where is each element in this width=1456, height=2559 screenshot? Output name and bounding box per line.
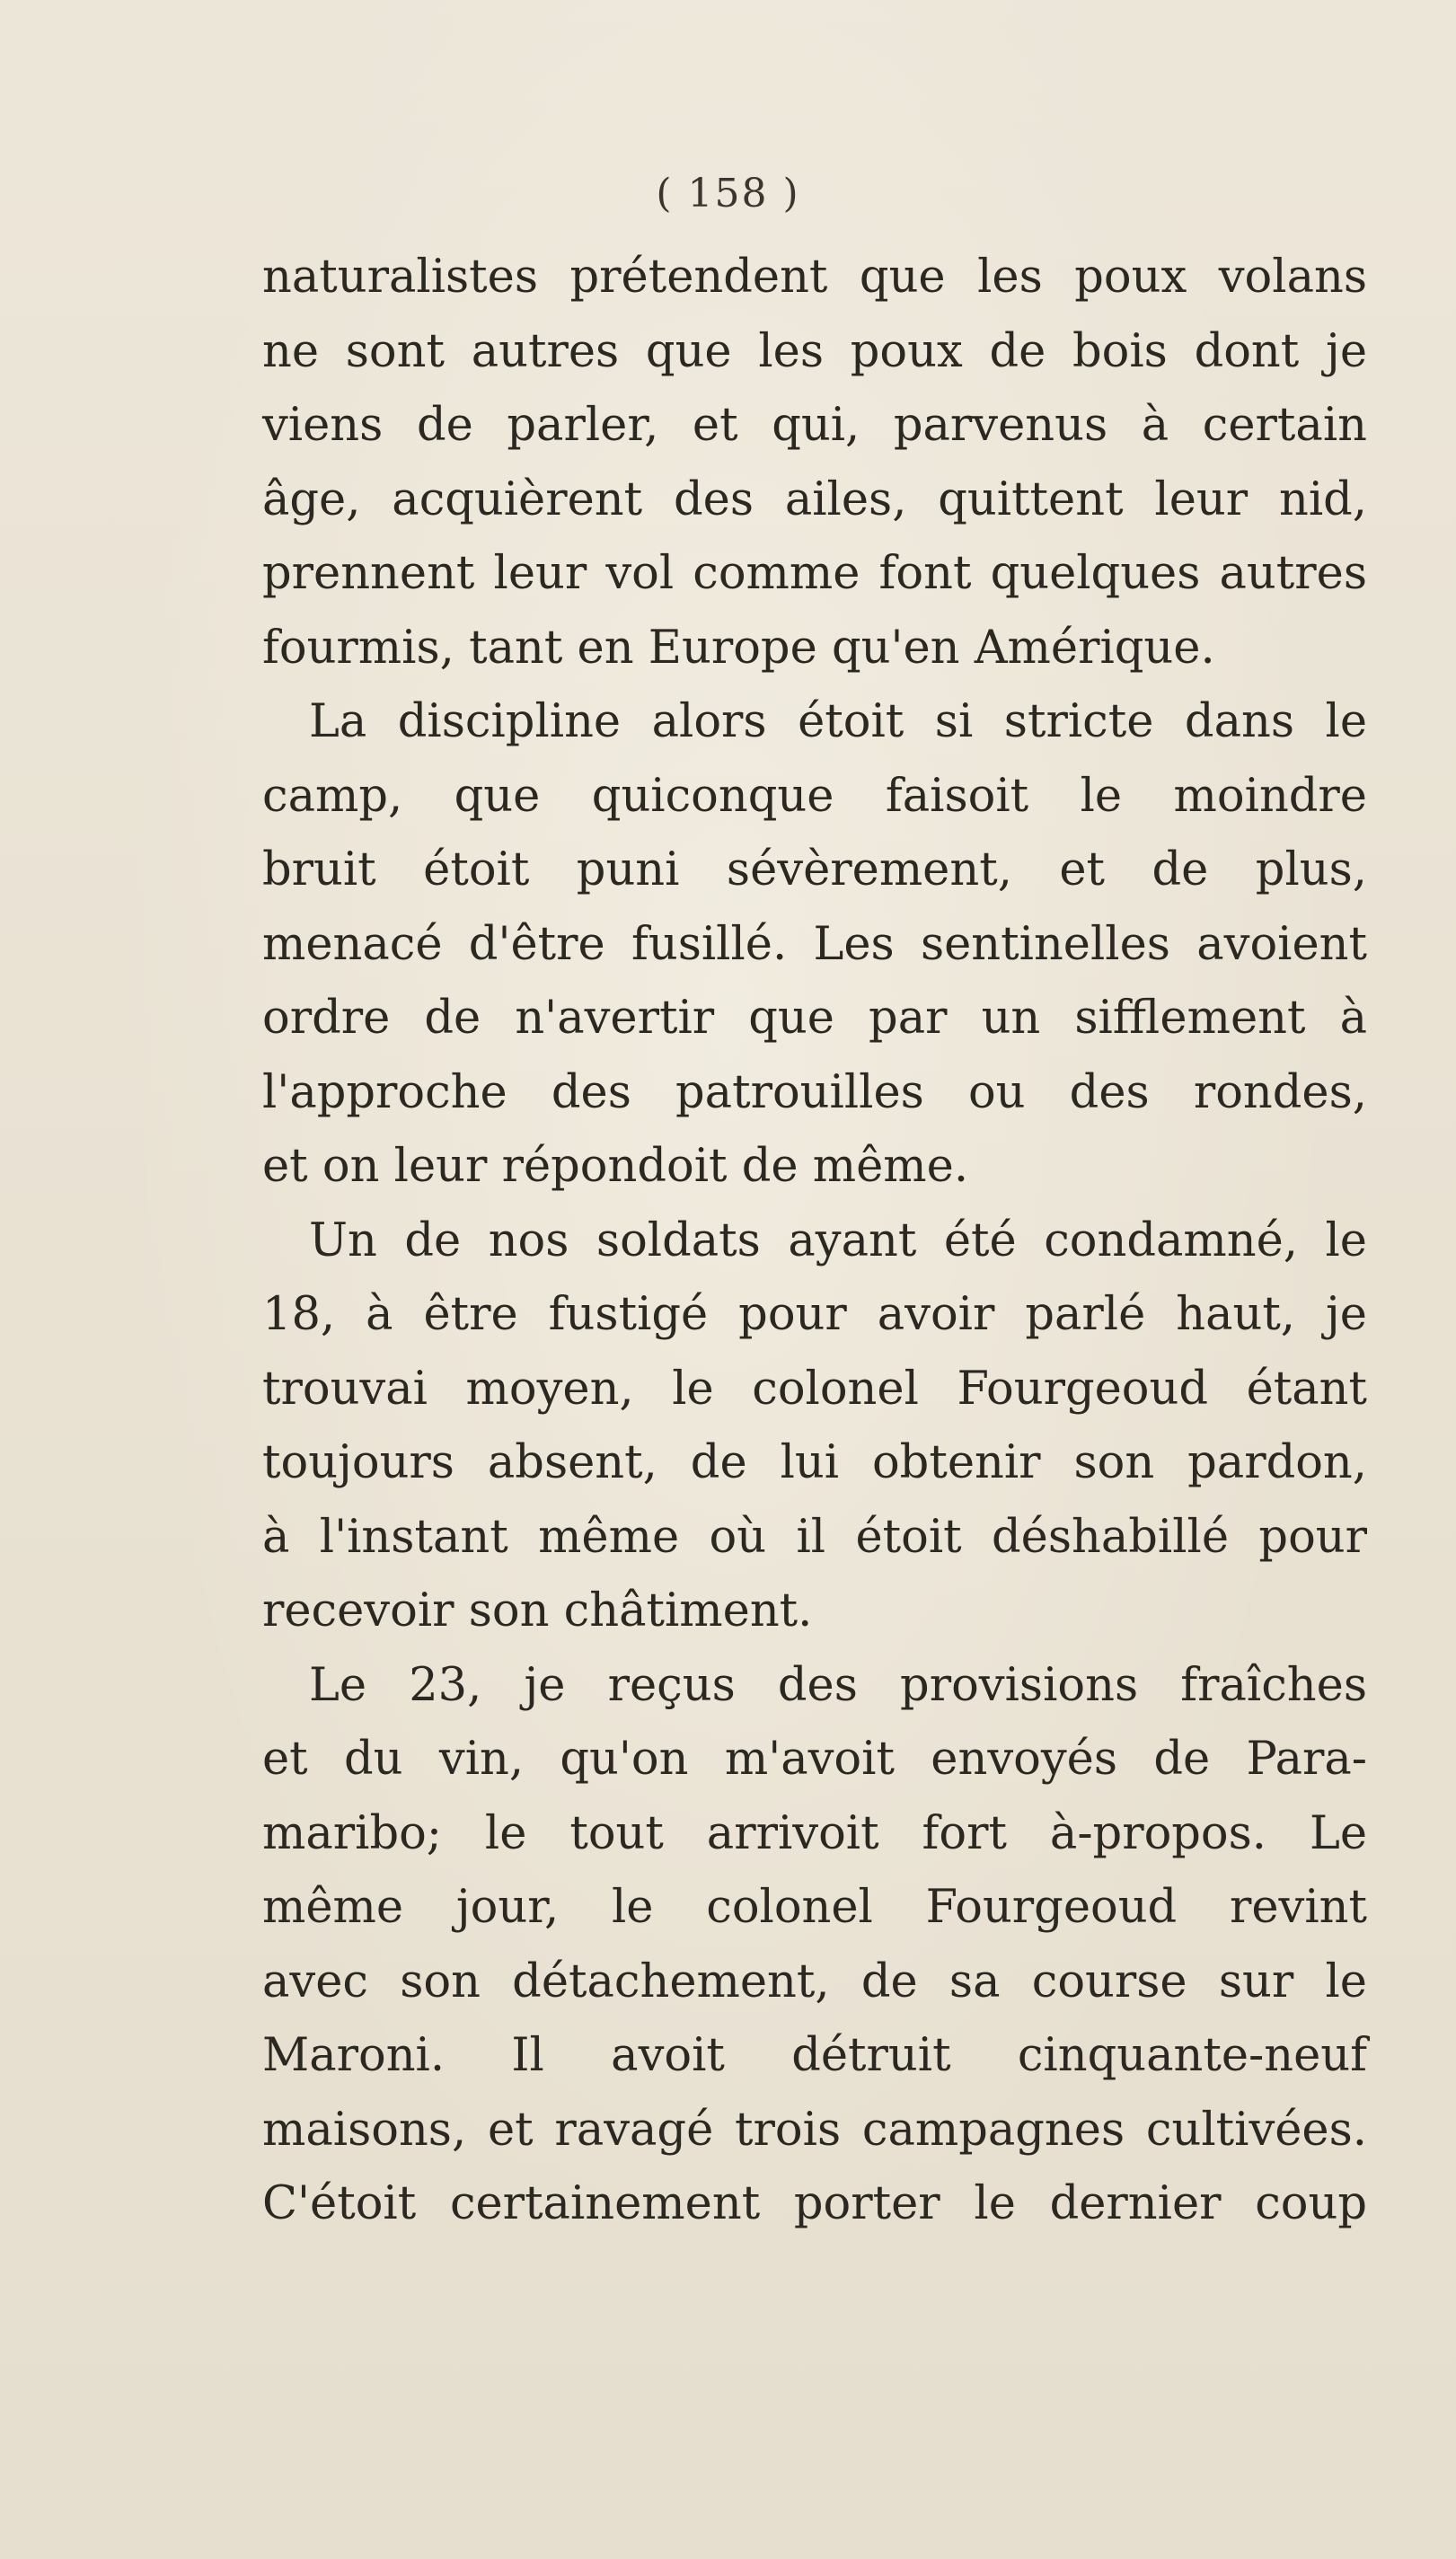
- text-line: avec son détachement, de sa course sur le: [262, 1955, 1367, 2008]
- text-line: à l'instant même où il étoit déshabillé pour: [262, 1510, 1367, 1564]
- text-line: ne sont autres que les poux de bois dont je: [262, 324, 1367, 378]
- text-line: maisons, et ravagé trois campagnes cultivées.: [262, 2103, 1367, 2157]
- text-line: même jour, le colonel Fourgeoud revint: [262, 1881, 1367, 1934]
- text-line: Un de nos soldats ayant été condamné, le: [309, 1213, 1367, 1267]
- text-line: l'approche des patrouilles ou des rondes,: [262, 1065, 1367, 1119]
- text-line: Maroni. Il avoit détruit cinquante-neuf: [262, 2029, 1367, 2082]
- text-line: 18, à être fustigé pour avoir parlé haut, je: [262, 1288, 1367, 1341]
- text-line: camp, que quiconque faisoit le moindre: [262, 769, 1367, 823]
- page-number: ( 158 ): [656, 171, 800, 216]
- text-line: Le 23, je reçus des provisions fraîches: [309, 1658, 1367, 1712]
- text-line: prennent leur vol comme font quelques autres: [262, 547, 1367, 600]
- text-line: C'étoit certainement porter le dernier coup: [262, 2177, 1367, 2230]
- text-line: naturalistes prétendent que les poux volans: [262, 251, 1367, 304]
- text-line: fourmis, tant en Europe qu'en Amérique.: [262, 621, 1215, 675]
- text-line: maribo; le tout arrivoit fort à-propos. Le: [262, 1806, 1367, 1860]
- text-line: âge, acquièrent des ailes, quittent leur nid,: [262, 472, 1367, 526]
- text-line: menacé d'être fusillé. Les sentinelles avoient: [262, 917, 1367, 971]
- text-line: viens de parler, et qui, parvenus à certain: [262, 399, 1367, 452]
- text-line: trouvai moyen, le colonel Fourgeoud étant: [262, 1362, 1367, 1416]
- text-line: La discipline alors étoit si stricte dans le: [309, 695, 1367, 748]
- text-line: toujours absent, de lui obtenir son pardon,: [262, 1436, 1367, 1489]
- text-line: ordre de n'avertir que par un sifflement à: [262, 992, 1367, 1045]
- body-text: [262, 241, 1367, 2242]
- text-line: et on leur répondoit de même.: [262, 1140, 969, 1193]
- text-line: et du vin, qu'on m'avoit envoyés de Para-: [262, 1733, 1367, 1786]
- text-line: bruit étoit puni sévèrement, et de plus,: [262, 843, 1367, 896]
- text-line: recevoir son châtiment.: [262, 1584, 813, 1637]
